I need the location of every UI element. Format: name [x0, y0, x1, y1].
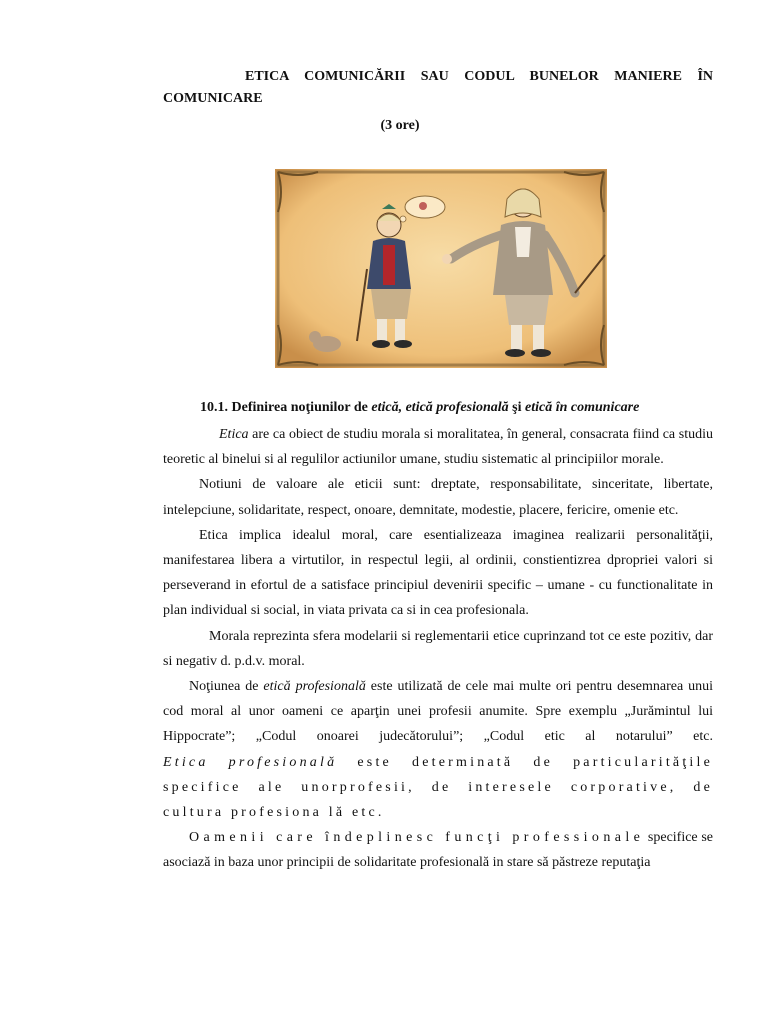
paragraph-3: Etica implica idealul moral, care esentializeaza imaginea realizarii personalităţii, manifestarea libera a virtutilor, in respectul legii, al ordinii, constientizrea dpropriei valori si perseverand in efortul de a satisface principiul devenirii specific – umane - cu functionalitate in plan individual si social, in viata privata ca si in cea profesionala. [163, 527, 713, 619]
title-line-1: ETICA COMUNICĂRII SAU CODUL BUNELOR MANIERE ÎN [245, 69, 713, 84]
document-body [163, 422, 713, 876]
paragraph-5-etc: etc. [693, 729, 713, 745]
paragraph-7 [163, 825, 713, 875]
document-title [163, 66, 713, 110]
heading-mid: şi [508, 400, 525, 415]
paragraph-5-prefix: Noţiunea de [189, 679, 264, 695]
paragraph-1-text: are ca obiect de studiu morala si moralitatea, în general, consacrata fiind ca studiu teoretic al binelui si al regulilor actiunilor umane, studiu sistematic al principiilor morale. [163, 427, 713, 468]
title-line-2: COMUNICARE [163, 91, 263, 106]
heading-prefix: 10.1. Definirea noţiunilor de [200, 400, 372, 415]
paragraph-5-text: este utilizată de cele mai multe ori pentru desemnarea unui cod moral al unor oameni ce aparţin unei profesii anumite. Spre exemplu „Jurămintul lui Hippocrate”; „Codul onoarei judecătorului”; „Codul etic al notarului” [163, 679, 714, 745]
heading-term-1: etică, etică profesională [371, 400, 509, 415]
paragraph-6 [163, 750, 713, 826]
two-gentlemen-illustration-icon [275, 169, 607, 368]
paragraph-6-term: Etica profesională [163, 754, 338, 770]
paragraph-5-term: etică profesională [263, 679, 366, 695]
paragraph-7-spaced: Oamenii care îndeplinesc funcţi professionale [189, 830, 645, 846]
paragraph-7-text: specifice se asociază in baza unor principii de solidaritate profesională in stare să păstreze reputaţia [163, 830, 713, 871]
document-subtitle: (3 ore) [380, 118, 420, 133]
paragraph-2: Notiuni de valoare ale eticii sunt: dreptate, responsabilitate, sinceritate, libertate, intelepciune, solidaritate, respect, onoare, demnitate, modestie, placere, fericire, omenie etc. [163, 477, 713, 518]
paragraph-6-text: este determinată de particularităţile specifice ale unorprofesii, de interesele corporative, de cultura profesiona lă etc. [163, 754, 714, 821]
section-heading [200, 400, 639, 416]
paragraph-4: Morala reprezinta sfera modelarii si reglementarii etice cuprinzand tot ce este pozitiv, dar si negativ d. p.d.v. moral. [163, 628, 713, 669]
paragraph-1-term: Etica [219, 427, 249, 442]
paragraph-5 [163, 674, 713, 750]
heading-term-2: etică în comunicare [525, 400, 640, 415]
paragraph-1 [163, 422, 713, 472]
